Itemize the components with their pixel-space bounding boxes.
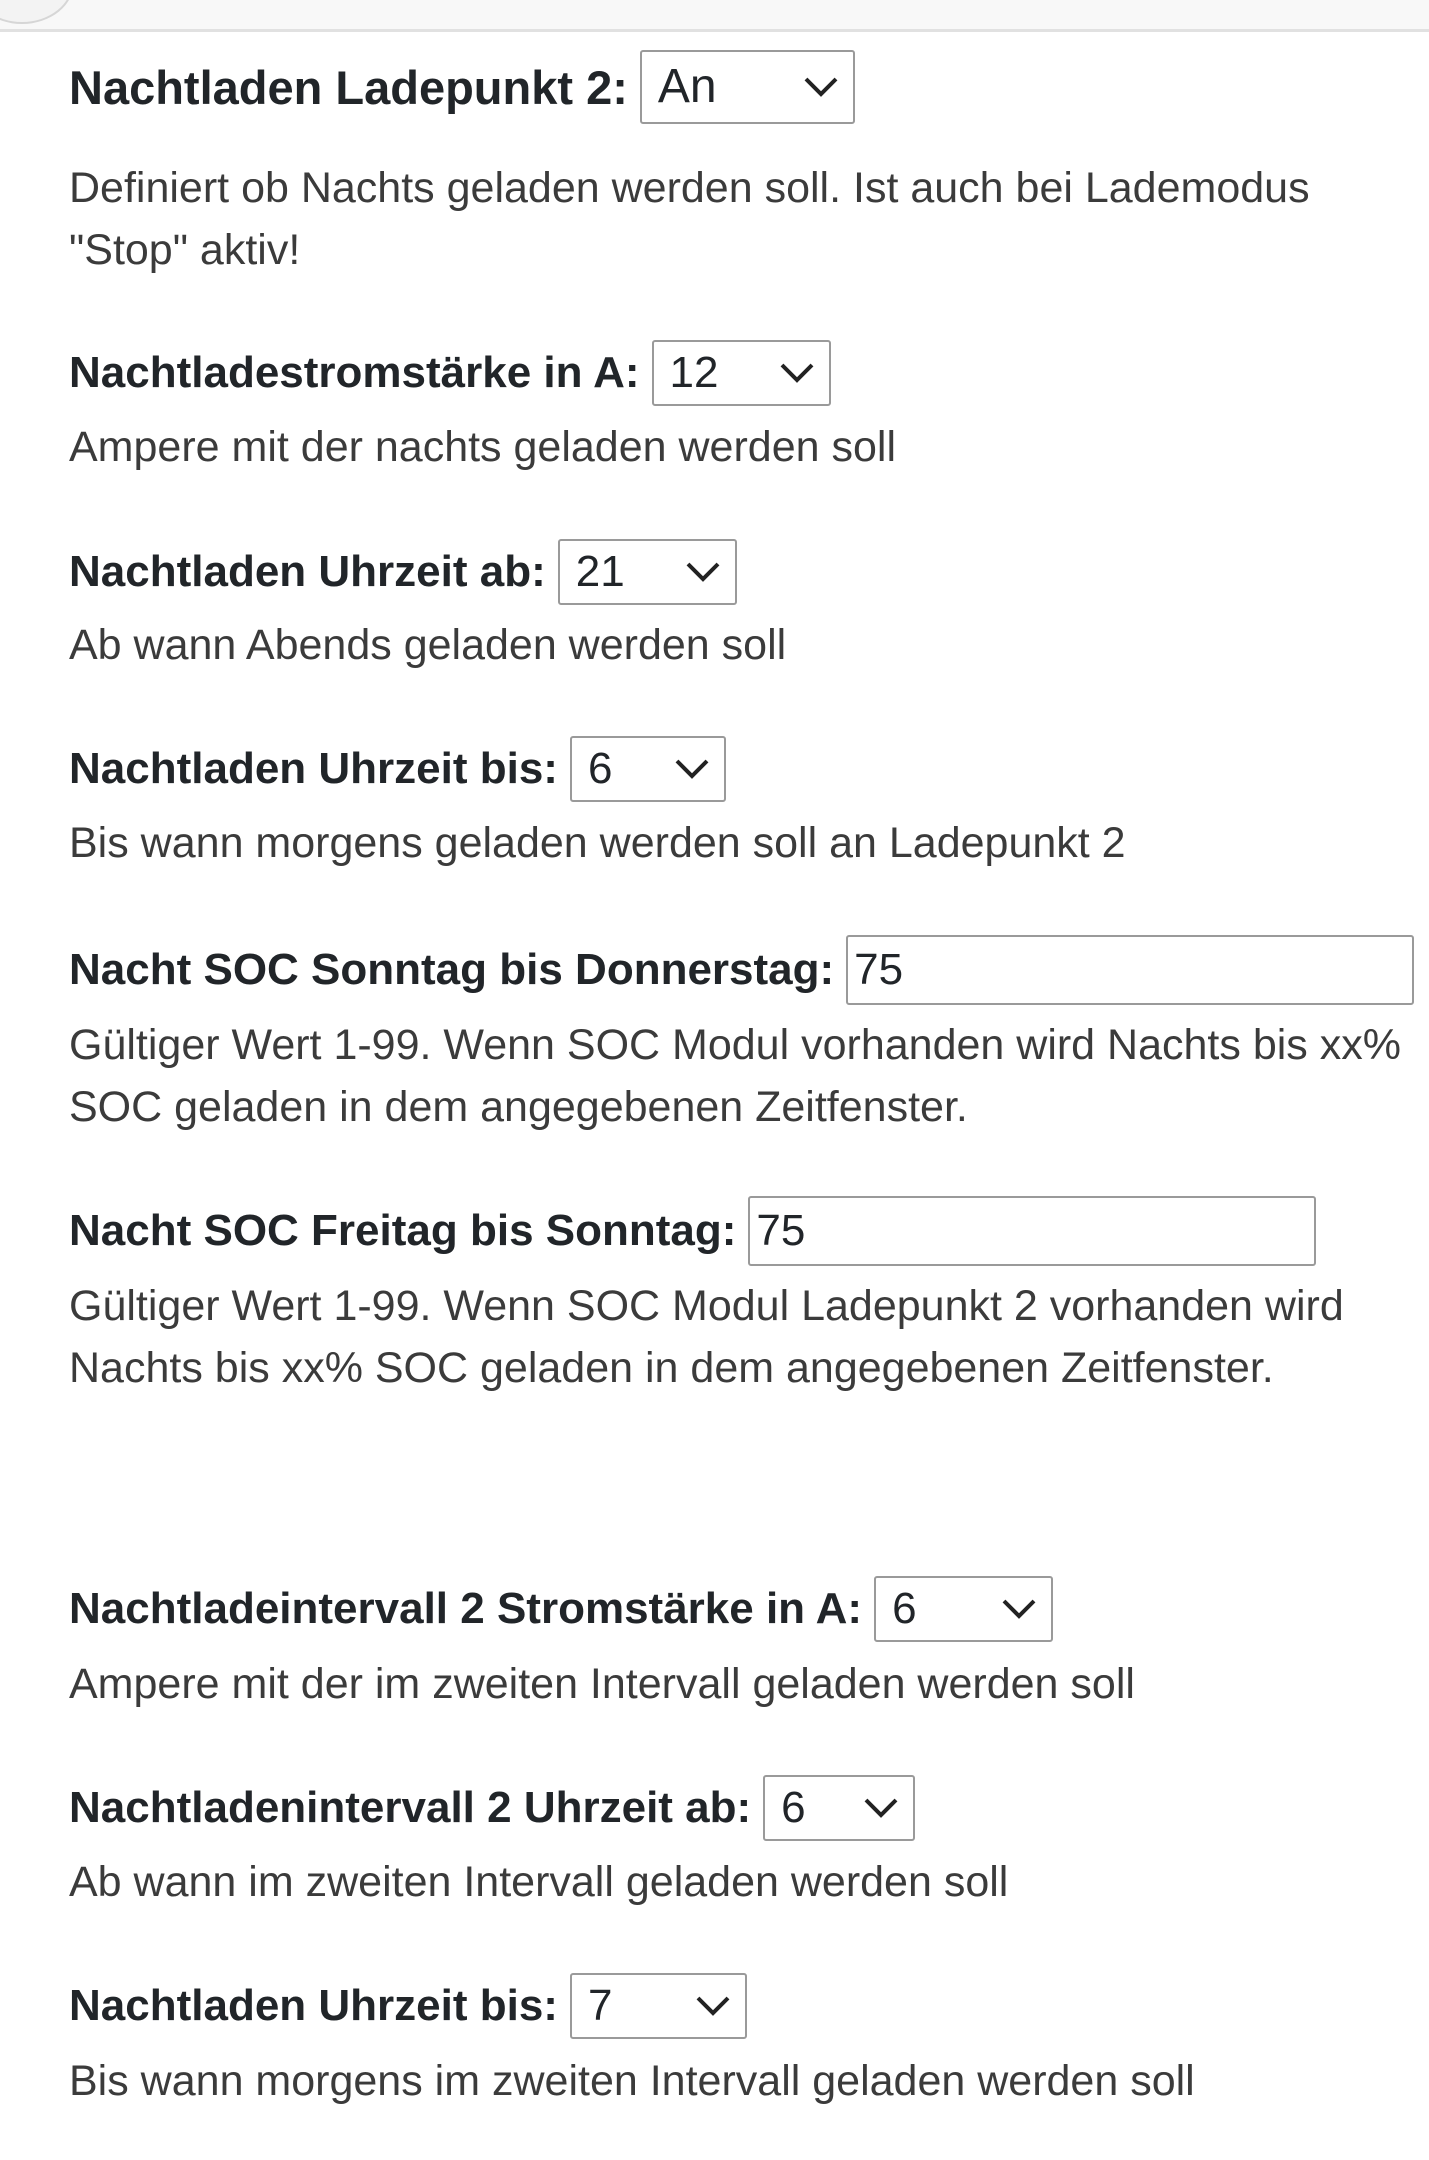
chevron-down-icon [695, 1995, 731, 2017]
chevron-down-icon [685, 561, 721, 583]
select-value: 7 [587, 1981, 613, 2030]
field-description: Gültiger Wert 1-99. Wenn SOC Modul Ladepunkt 2 vorhanden wird Nachts bis xx% SOC geladen in dem angegebenen Zeitfenster. [69, 1282, 1344, 1392]
intervall2-uhrzeit-bis-select[interactable] [570, 1973, 747, 2039]
field-label: Nachtladen Uhrzeit bis: [69, 744, 558, 793]
field-label: Nachtladen Uhrzeit ab: [69, 547, 546, 596]
chevron-down-icon [779, 362, 815, 384]
select-value: 6 [892, 1584, 917, 1633]
field-description: Gültiger Wert 1-99. Wenn SOC Modul vorhanden wird Nachts bis xx% SOC geladen in dem angegebenen Zeitfenster. [69, 1021, 1401, 1131]
uhrzeit-bis-select[interactable] [570, 736, 726, 802]
soc-so-do-input[interactable]: 75 [846, 935, 1414, 1005]
intervall2-stromstaerke-select[interactable] [874, 1576, 1053, 1642]
chevron-down-icon [1001, 1598, 1037, 1620]
field-label: Nachtladenintervall 2 Uhrzeit ab: [69, 1783, 752, 1832]
field-description: Ab wann im zweiten Intervall geladen werden soll [69, 1858, 1009, 1906]
chevron-down-icon [674, 758, 710, 780]
select-value: 6 [781, 1783, 806, 1832]
field-intervall2-stromstaerke [69, 1576, 1053, 1642]
field-intervall2-uhrzeit-bis [69, 1973, 747, 2039]
field-label: Nacht SOC Freitag bis Sonntag: [69, 1206, 737, 1255]
field-label: Nachtladestromstärke in A: [69, 348, 640, 397]
field-soc-so-do [69, 935, 1414, 1005]
field-label: Nachtladen Uhrzeit bis: [69, 1981, 558, 2030]
field-intervall2-uhrzeit-ab [69, 1775, 915, 1841]
top-bar [0, 0, 1429, 32]
field-description: Bis wann morgens geladen werden soll an Ladepunkt 2 [69, 819, 1126, 867]
chevron-down-icon [863, 1797, 899, 1819]
field-description: Definiert ob Nachts geladen werden soll. Ist auch bei Lademodus "Stop" aktiv! [69, 164, 1310, 274]
field-description: Bis wann morgens im zweiten Intervall geladen werden soll [69, 2057, 1195, 2105]
field-nachtladestromstaerke [69, 340, 831, 406]
field-description: Ampere mit der nachts geladen werden soll [69, 423, 896, 471]
field-label: Nachtladen Ladepunkt 2: [69, 60, 628, 114]
select-value: 21 [575, 547, 625, 596]
field-label: Nacht SOC Sonntag bis Donnerstag: [69, 945, 835, 994]
select-value: An [657, 60, 717, 113]
nachtladestromstaerke-select[interactable] [652, 340, 831, 406]
field-uhrzeit-ab [69, 539, 737, 605]
intervall2-uhrzeit-ab-select[interactable] [763, 1775, 915, 1841]
menu-button-edge[interactable] [0, 0, 74, 24]
select-value: 12 [669, 348, 719, 397]
chevron-down-icon [803, 76, 839, 98]
field-description: Ampere mit der im zweiten Intervall geladen werden soll [69, 1660, 1135, 1708]
field-nachtladen-ladepunkt-2 [69, 50, 855, 124]
select-value: 6 [587, 744, 613, 793]
field-label: Nachtladeintervall 2 Stromstärke in A: [69, 1584, 863, 1633]
nachtladen-ladepunkt-select[interactable] [640, 50, 855, 124]
field-description: Ab wann Abends geladen werden soll [69, 621, 787, 669]
uhrzeit-ab-select[interactable] [558, 539, 737, 605]
field-soc-fr-so [69, 1196, 1316, 1266]
field-uhrzeit-bis [69, 736, 726, 802]
soc-fr-so-input[interactable]: 75 [748, 1196, 1316, 1266]
